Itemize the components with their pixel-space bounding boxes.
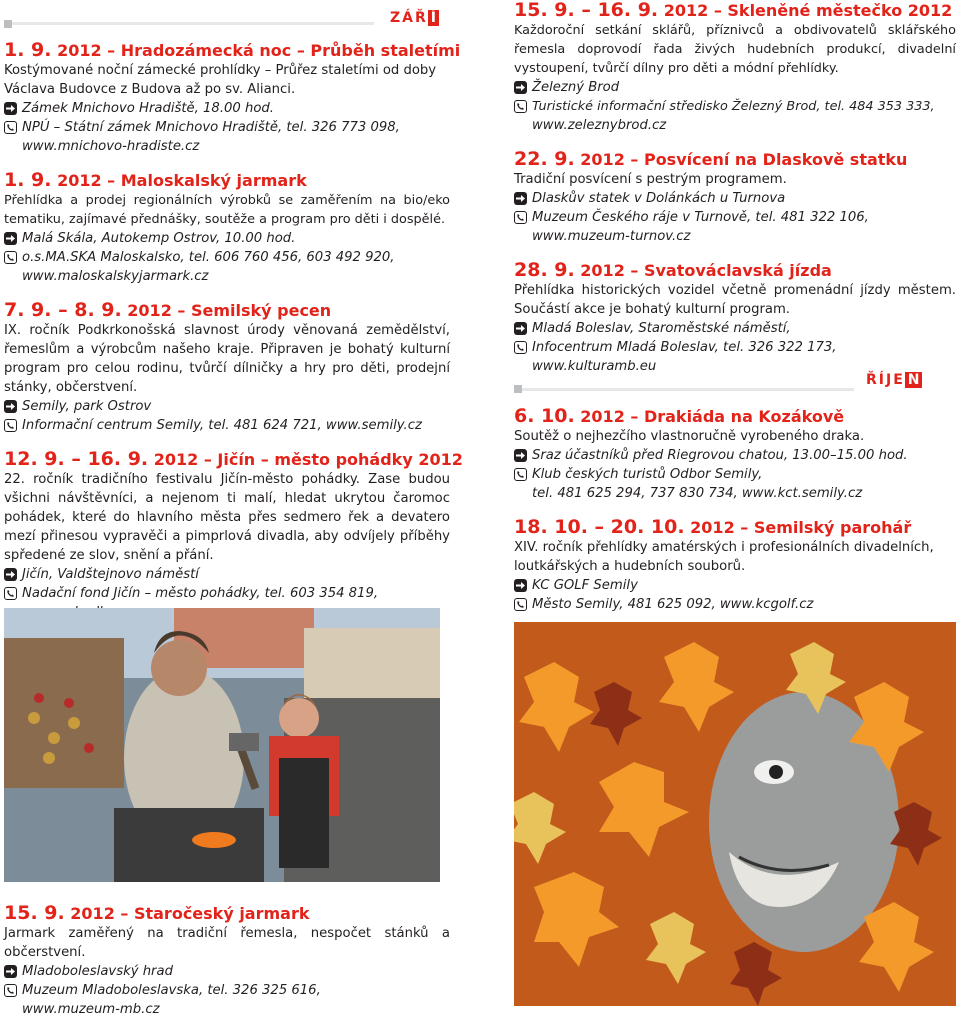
arrow-right-icon [4,965,17,978]
month-label-last: Í [428,10,439,26]
event-place: Malá Skála, Autokemp Ostrov, 10.00 hod. [22,231,296,246]
event-drakiada-kozakov [514,406,956,503]
event-title [4,300,450,321]
blacksmith-photo [4,608,440,882]
event-contact-web[interactable]: www.muzeum-mb.cz [22,1002,160,1017]
event-date: 15. 9. [4,902,65,924]
phone-icon [514,211,527,224]
event-contact: NPÚ – Státní zámek Mnichovo Hradiště, tel. 326 773 098, [22,120,400,135]
event-contact-row [514,595,956,614]
phone-icon [4,419,17,432]
event-date: 12. 9. – 16. 9. [4,448,149,470]
event-contact-web[interactable]: www.zeleznybrod.cz [532,118,667,133]
event-date: 6. 10. [514,405,575,427]
left-column [4,39,463,622]
event-name: 2012 – Hradozámecká noc – Průběh staletími [51,41,461,60]
event-name: 2012 – Skleněné městečko 2012 [658,1,953,20]
event-description: Přehlídka historických vozidel včetně promenádní jízdy městem. Součástí akce je bohatý kulturní program. [514,283,956,317]
right-column-october [514,406,956,614]
event-contact-row [514,208,956,227]
event-starocesky-jarmark [4,903,450,1019]
event-contact-row [4,584,450,603]
autumn-leaves-face-photo [514,622,956,1006]
event-description: Kostýmované noční zámecké prohlídky – Průřez staletími od doby Václava Budovce z Budova až po sv. Alianci. [4,63,437,97]
phone-icon [4,984,17,997]
event-place-row [514,446,956,465]
event-description: Přehlídka a prodej regionálních výrobků se zaměřením na bio/eko tematiku, zajímavé přednášky, soutěže a program pro děti i dospělé. [4,193,450,227]
event-date: 1. 9. [4,39,52,61]
event-place: Sraz účastníků před Riegrovou chatou, 13.00–15.00 hod. [532,448,908,463]
october-month-label [866,372,922,388]
event-place: Mladoboleslavský hrad [22,964,173,979]
event-contact-row [514,465,956,484]
event-place-row [514,78,956,97]
event-description: Soutěž o nejhezčího vlastnoručně vyrobeného draka. [514,429,865,444]
event-place-row [4,99,450,118]
event-name: 2012 – Svatováclavská jízda [574,261,832,280]
event-place-row [4,565,450,584]
event-title [514,406,956,427]
event-contact: Nadační fond Jičín – město pohádky, tel. 603 354 819, [22,586,379,601]
phone-icon [514,468,527,481]
right-column-september [514,0,956,376]
arrow-right-icon [514,579,527,592]
event-contact: Turistické informační středisko Železný Brod, tel. 484 353 333, [532,99,935,114]
event-description: 22. ročník tradičního festivalu Jičín-město pohádky. Zase budou všichni návštěvníci, a nejenom ti malí, hledat ukrytou čaromoc pohádek, které do hlavního města přes sedmero řek a devatero mezí přinesou vypravěči a pimprlová divadla, aby odvíjely příběhy spředené ze slov, snění a přání. [4,472,450,563]
event-date: 22. 9. [514,148,575,170]
event-contact-row [4,416,450,435]
event-name: 2012 – Maloskalský jarmark [51,171,307,190]
month-label-main: ZÁŘ [390,10,428,26]
event-title [4,903,450,924]
event-title [514,517,956,538]
event-hradozamecka-noc [4,39,461,156]
event-contact-row [4,118,450,137]
event-description: XIV. ročník přehlídky amatérských i profesionálních divadelních, loutkářských a hudebních souborů. [514,540,934,574]
phone-icon [4,587,17,600]
event-name: 2012 – Semilský pecen [121,301,332,320]
event-date: 1. 9. [4,169,52,191]
event-date: 15. 9. – 16. 9. [514,0,659,21]
event-description: Každoroční setkání sklářů, příznivců a obdivovatelů sklářského řemesla doprovodí řada živých hudebních produkcí, divadelní vystoupení, tvůrčí dílny pro děti a módní přehlídky. [514,23,956,76]
event-place-row [514,319,956,338]
arrow-right-icon [514,192,527,205]
event-title [4,39,461,61]
event-contact-web[interactable]: www.maloskalskyjarmark.cz [22,269,209,284]
event-place: Zámek Mnichovo Hradiště, 18.00 hod. [22,101,274,116]
event-contact-web[interactable]: www.kulturamb.eu [532,359,657,374]
arrow-right-icon [4,400,17,413]
arrow-right-icon [4,102,17,115]
event-sklenene-mestecko [514,0,956,135]
event-name: 2012 – Semilský parohář [684,518,912,537]
event-place: Mladá Boleslav, Staroměstské náměstí, [532,321,791,336]
event-contact: o.s.MA.SKA Maloskalsko, tel. 606 760 456, 603 492 920, [22,250,395,265]
event-contact: Muzeum Mladoboleslavska, tel. 326 325 616, [22,983,321,998]
event-contact: Klub českých turistů Odbor Semily, [532,467,763,482]
event-date: 18. 10. – 20. 10. [514,516,685,538]
event-contact-row [514,97,956,116]
event-title [514,0,956,21]
event-description: Tradiční posvícení s pestrým programem. [514,172,787,187]
arrow-right-icon [4,568,17,581]
event-title [4,170,450,191]
event-semilsky-pecen [4,300,450,435]
event-contact-row [4,981,450,1000]
september-section-square [4,20,12,28]
event-place: Dlaskův statek v Dolánkách u Turnova [532,191,786,206]
event-description: IX. ročník Podkrkonošská slavnost úrody věnovaná zemědělství, řemeslům a výrobcům našeho kraje. Připraven je bohatý kulturní program pro celou rodinu, tvůrčí dílničky a hry pro děti, prodejní stánky, občerstvení. [4,323,450,395]
event-place: Semily, park Ostrov [22,399,152,414]
event-place-row [4,229,450,248]
phone-icon [514,341,527,354]
event-place: Železný Brod [532,80,620,95]
event-name: 2012 – Jičín – město pohádky 2012 [148,450,463,469]
event-place: Jičín, Valdštejnovo náměstí [22,567,199,582]
phone-icon [514,598,527,611]
event-title [4,448,463,470]
september-month-label [390,10,439,26]
event-date: 28. 9. [514,259,575,281]
september-section-bar [4,22,374,25]
october-section-bar [514,388,854,391]
event-posviceni-dlaskuv-statek [514,149,956,246]
phone-icon [4,251,17,264]
event-date: 7. 9. – 8. 9. [4,299,122,321]
phone-icon [514,100,527,113]
event-contact-row [4,248,450,267]
event-name: 2012 – Staročeský jarmark [64,904,310,923]
event-place-row [514,189,956,208]
event-place-row [514,576,956,595]
event-title [514,149,956,170]
event-contact-web[interactable]: www.mnichovo-hradiste.cz [22,139,200,154]
event-description: Jarmark zaměřený na tradiční řemesla, nespočet stánků a občerstvení. [4,926,450,960]
event-title [514,260,956,281]
event-maloskalsky-jarmark [4,170,450,286]
event-contact-row [514,338,956,357]
event-place: KC GOLF Semily [532,578,638,593]
event-contact: Muzeum Českého ráje v Turnově, tel. 481 322 106, [532,210,869,225]
event-contact-web[interactable]: tel. 481 625 294, 737 830 734, www.kct.semily.cz [532,486,863,501]
october-section-square [514,385,522,393]
event-contact: Město Semily, 481 625 092, www.kcgolf.cz [532,597,814,612]
arrow-right-icon [514,322,527,335]
event-place-row [4,397,450,416]
event-name: 2012 – Posvícení na Dlaskově statku [574,150,908,169]
event-semilsky-parohar [514,517,956,614]
arrow-right-icon [514,81,527,94]
phone-icon [4,121,17,134]
arrow-right-icon [514,449,527,462]
event-contact-web[interactable]: www.muzeum-turnov.cz [532,229,691,244]
event-jicin-mesto-pohadky [4,448,463,622]
month-label-main: ŘÍJE [866,372,905,388]
arrow-right-icon [4,232,17,245]
month-label-last: N [905,372,923,388]
event-place-detail: Infocentrum Mladá Boleslav, tel. 326 322 173, [532,340,837,355]
event-contact: Informační centrum Semily, tel. 481 624 721, www.semily.cz [22,418,422,433]
event-place-row [4,962,450,981]
event-name: 2012 – Drakiáda na Kozákově [574,407,845,426]
event-svatovaclavska-jizda [514,260,956,376]
